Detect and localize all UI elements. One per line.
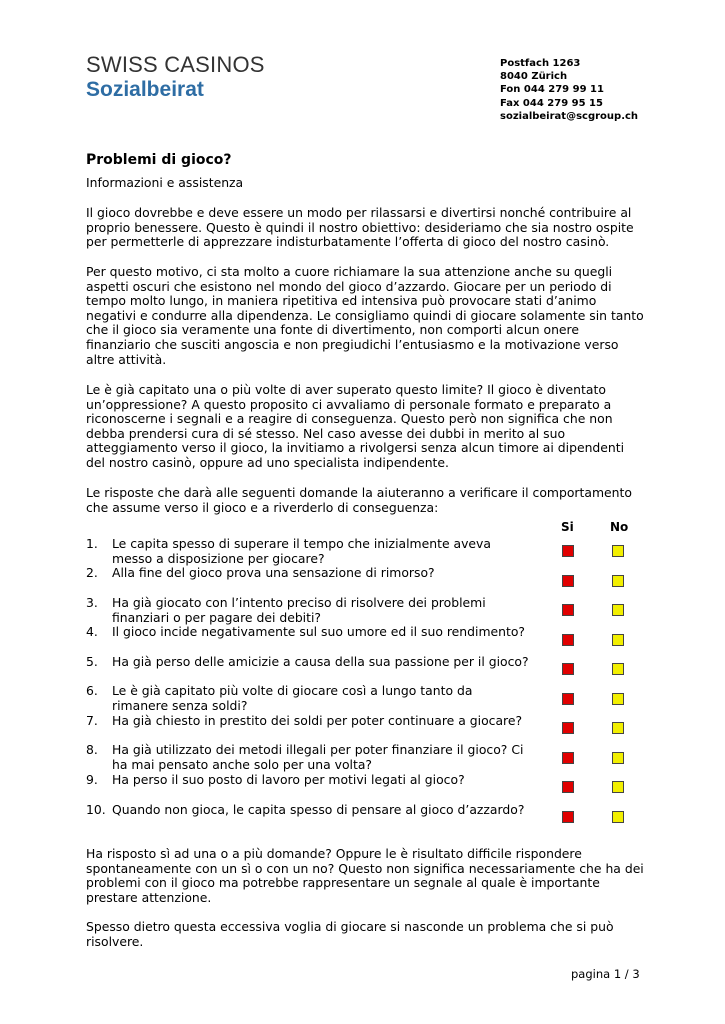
question-text: Ha già perso delle amicizie a causa della sua passione per il gioco? — [112, 654, 529, 669]
question-number: 6. — [86, 683, 98, 698]
logo-sozialbeirat: Sozialbeirat — [86, 78, 204, 101]
question-number: 3. — [86, 595, 98, 610]
yes-checkbox[interactable] — [562, 545, 574, 557]
no-checkbox[interactable] — [612, 752, 624, 764]
no-checkbox[interactable] — [612, 811, 624, 823]
paragraph-limit: Le è già capitato una o più volte di aver superato questo limite? Il gioco è diventato un’oppressione? A questo proposito ci avvaliamo di personale formato e preparato a riconoscerne i segnali e a reagire di conseguenza. Questo però non significa che non debba prendersi cura di sé stesso. Nel caso avesse dei dubbi in merito al suo atteggiamento verso il gioco, la invitiamo a rivolgersi senza alcun timore ai dipendenti del nostro casinò, oppure ad uno specialista indipendente. — [86, 382, 625, 470]
paragraph-closing: Spesso dietro questa eccessiva voglia di giocare si nasconde un problema che si può risolvere. — [86, 919, 614, 949]
question-text: Quando non gioca, le capita spesso di pensare al gioco d’azzardo? — [112, 802, 525, 817]
no-checkbox[interactable] — [612, 663, 624, 675]
yes-checkbox[interactable] — [562, 663, 574, 675]
paragraph-motivation: Per questo motivo, ci sta molto a cuore richiamare la sua attenzione anche su quegli aspetti oscuri che esistono nel mondo del gioco d’azzardo. Giocare per un periodo di tempo molto lungo, in maniera ripetitiva ed intensiva può provocare stati d’animo negativi e condurre alla dipendenza. Le consigliamo quindi di giocare solamente sin tanto che il gioco sia veramente una fonte di divertimento, non comporti alcun onere finanziario che susciti angoscia e non pregiudichi l’entusiasmo e la motivazione verso altre attività. — [86, 264, 644, 367]
question-number: 8. — [86, 742, 98, 757]
contact-city: 8040 Zürich — [500, 71, 568, 83]
question-text: Le capita spesso di superare il tempo che inizialmente aveva messo a disposizione per giocare? — [112, 536, 491, 566]
question-text: Alla fine del gioco prova una sensazione di rimorso? — [112, 565, 435, 580]
question-text: Ha perso il suo posto di lavoro per motivi legati al gioco? — [112, 772, 465, 787]
paragraph-conclusion: Ha risposto sì ad una o a più domande? Oppure le è risultato difficile rispondere spontaneamente con un sì o con un no? Questo non significa necessariamente che ha dei problemi con il gioco ma potrebbe rappresentare un segnale al quale è importante prestare attenzione. — [86, 846, 644, 905]
yes-checkbox[interactable] — [562, 575, 574, 587]
question-number: 10. — [86, 802, 106, 817]
yes-checkbox[interactable] — [562, 811, 574, 823]
no-checkbox[interactable] — [612, 722, 624, 734]
column-no-header: No — [610, 520, 629, 534]
yes-checkbox[interactable] — [562, 781, 574, 793]
paragraph-intro: Il gioco dovrebbe e deve essere un modo per rilassarsi e divertirsi nonché contribuire al proprio benessere. Questo è quindi il nostro obiettivo: desideriamo che sia nostro ospite per permetterle di apprezzare indisturbatamente l’offerta di gioco del nostro casinò. — [86, 205, 634, 250]
question-number: 4. — [86, 624, 98, 639]
logo-swiss-casinos: SWISS CASINOS — [86, 52, 265, 77]
paragraph-questions-intro: Le risposte che darà alle seguenti domande la aiuteranno a verificare il comportamento che assume verso il gioco e a riverderlo di conseguenza: — [86, 485, 632, 515]
question-text: Ha già chiesto in prestito dei soldi per poter continuare a giocare? — [112, 713, 523, 728]
no-checkbox[interactable] — [612, 781, 624, 793]
question-text: Le è già capitato più volte di giocare così a lungo tanto da rimanere senza soldi? — [112, 683, 473, 713]
yes-checkbox[interactable] — [562, 752, 574, 764]
question-number: 1. — [86, 536, 98, 551]
yes-checkbox[interactable] — [562, 693, 574, 705]
contact-email: sozialbeirat@scgroup.ch — [500, 110, 639, 122]
yes-checkbox[interactable] — [562, 604, 574, 616]
contact-postbox: Postfach 1263 — [500, 58, 581, 69]
no-checkbox[interactable] — [612, 634, 624, 646]
contact-phone: Fon 044 279 99 11 — [500, 84, 604, 96]
question-number: 9. — [86, 772, 98, 787]
no-checkbox[interactable] — [612, 575, 624, 587]
page-title: Problemi di gioco? — [86, 152, 232, 168]
question-number: 5. — [86, 654, 98, 669]
question-number: 2. — [86, 565, 98, 580]
contact-block — [500, 57, 638, 123]
column-yes-header: Si — [561, 520, 574, 534]
question-text: Ha già utilizzato dei metodi illegali per poter finanziare il gioco? Ci ha mai pensato anche solo per una volta? — [112, 742, 524, 772]
question-text: Ha già giocato con l’intento preciso di risolvere dei problemi finanziari o per pagare dei debiti? — [112, 595, 486, 625]
subtitle: Informazioni e assistenza — [86, 175, 244, 190]
no-checkbox[interactable] — [612, 693, 624, 705]
no-checkbox[interactable] — [612, 604, 624, 616]
page-number: pagina 1 / 3 — [571, 967, 640, 981]
question-number: 7. — [86, 713, 98, 728]
no-checkbox[interactable] — [612, 545, 624, 557]
yes-checkbox[interactable] — [562, 634, 574, 646]
yes-checkbox[interactable] — [562, 722, 574, 734]
question-text: Il gioco incide negativamente sul suo umore ed il suo rendimento? — [112, 624, 526, 639]
contact-fax: Fax 044 279 95 15 — [500, 97, 603, 109]
